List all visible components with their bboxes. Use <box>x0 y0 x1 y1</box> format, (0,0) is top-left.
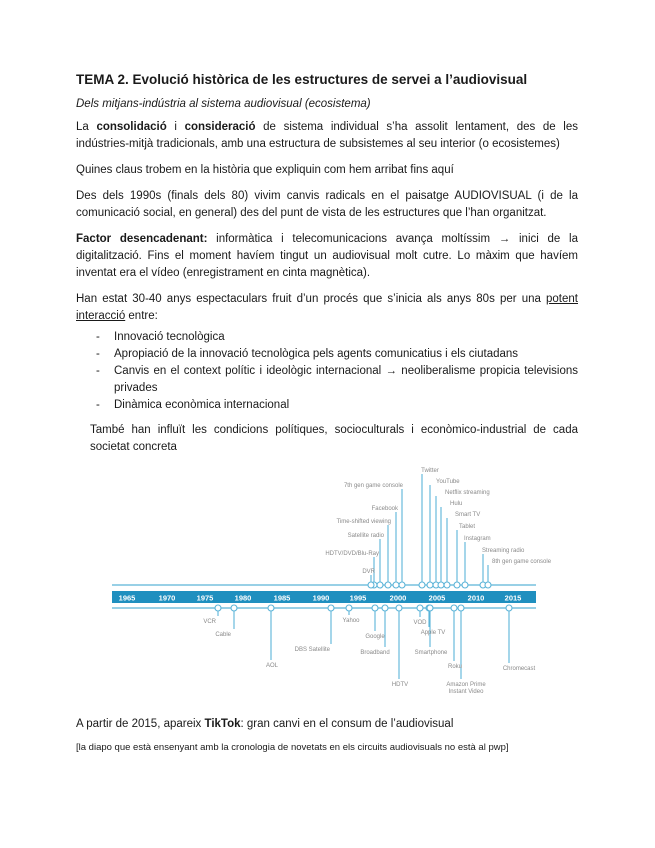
event-marker <box>346 605 352 611</box>
year-tick-label: 2015 <box>504 593 522 603</box>
event-label: Twitter <box>421 468 439 474</box>
paragraph-consolidation: La consolidació i consideració de sistema individual s’ha assolit lentament, des de les indústries-mitjà tradicionals, amb una estructura de subsistemes al seu interior (o ecosistemes) <box>76 121 578 150</box>
event-label: VOD <box>413 620 427 626</box>
footnote: [la diapo que està ensenyant amb la cronologia de novetats en els circuits audiovisuals no està al pwp] <box>76 742 509 753</box>
event-marker <box>427 582 433 588</box>
event-marker <box>385 582 391 588</box>
list-item: - Canvis en el context polític i ideològic internacional → neoliberalisme propicia televisions privades <box>96 365 578 394</box>
event-label: Satellite radio <box>347 533 384 539</box>
event-marker <box>506 605 512 611</box>
page-title: TEMA 2. Evolució històrica de les estructures de servei a l’audiovisual <box>76 72 528 87</box>
year-tick-label: 1970 <box>158 593 176 603</box>
year-tick-label: 2010 <box>467 593 485 603</box>
event-label: Streaming radio <box>482 548 525 554</box>
event-marker <box>368 582 374 588</box>
event-label: 8th gen game console <box>492 559 552 565</box>
event-marker <box>419 582 425 588</box>
event-marker <box>328 605 334 611</box>
event-label: Instagram <box>464 536 491 542</box>
paragraph-tiktok: A partir de 2015, apareix TikTok: gran canvi en el consum de l’audiovisual <box>76 718 454 730</box>
event-marker <box>399 582 405 588</box>
event-label: DVR <box>362 569 375 575</box>
event-marker <box>454 582 460 588</box>
list-item: - Dinàmica econòmica internacional <box>96 399 290 411</box>
paragraph-1990s: Des dels 1990s (finals dels 80) vivim canvis radicals en el paisatge AUDIOVISUAL (i de la comunicació social, en general) des del punt de vista de les estructures que l’han organitzat. <box>76 190 578 219</box>
event-marker <box>396 605 402 611</box>
event-marker <box>215 605 221 611</box>
year-tick-label: 1980 <box>234 593 252 603</box>
page-subtitle: Dels mitjans-indústria al sistema audiovisual (ecosistema) <box>76 98 371 110</box>
event-label: Time-shifted viewing <box>336 519 391 525</box>
event-marker <box>382 605 388 611</box>
event-label: Netflix streaming <box>445 490 490 496</box>
event-label: HDTV/DVD/Blu-Ray <box>325 551 379 557</box>
event-label: HDTV <box>391 682 409 688</box>
event-marker <box>458 605 464 611</box>
event-label: Apple TV <box>420 630 446 636</box>
event-label: Tablet <box>459 524 476 530</box>
event-label: Smartphone <box>414 650 448 656</box>
year-tick-label: 1990 <box>312 593 330 603</box>
year-tick-label: 1995 <box>349 593 367 603</box>
event-marker <box>444 582 450 588</box>
year-tick-label: 2000 <box>389 593 407 603</box>
event-label: Hulu <box>450 501 463 507</box>
event-marker <box>427 605 433 611</box>
event-label: Facebook <box>371 506 398 512</box>
event-marker <box>438 582 444 588</box>
paragraph-conditions: També han influït les condicions polítiques, socioculturals i econòmico-industrial de cada societat concreta <box>90 424 578 453</box>
event-label: Cable <box>215 632 231 638</box>
event-label: Instant Video <box>448 689 484 695</box>
event-label: Google <box>365 634 385 640</box>
paragraph-factor: Factor desencadenant: informàtica i telecomunicacions avança moltíssim → inici de la digitalització. Fins el moment havíem tingut un audiovisual molt cutre. Lo màxim que havíem inventat era el vídeo (enregistrament en cinta magnètica). <box>76 233 578 279</box>
event-marker <box>462 582 468 588</box>
event-label: Amazon Prime <box>446 682 486 688</box>
list-item: - Apropiació de la innovació tecnològica pels agents comunicatius i els ciutadans <box>96 348 519 360</box>
event-label: Broadband <box>360 650 390 656</box>
year-tick-label: 1965 <box>118 593 136 603</box>
year-tick-label: 1975 <box>196 593 214 603</box>
event-label: VCR <box>203 619 216 625</box>
event-marker <box>268 605 274 611</box>
list-item: - Innovació tecnològica <box>96 331 225 343</box>
event-label: AOL <box>265 663 279 669</box>
year-tick-label: 2005 <box>428 593 446 603</box>
event-label: Roku <box>447 664 463 670</box>
event-marker <box>372 605 378 611</box>
event-label: YouTube <box>436 479 460 485</box>
event-marker <box>485 582 491 588</box>
event-marker <box>451 605 457 611</box>
event-label: Smart TV <box>455 512 481 518</box>
event-label: Yahoo <box>342 618 360 624</box>
event-label: DBS Satellite <box>294 647 330 653</box>
year-tick-label: 1985 <box>273 593 291 603</box>
event-label: 7th gen game console <box>343 483 403 489</box>
event-marker <box>377 582 383 588</box>
paragraph-interaction: Han estat 30-40 anys espectaculars fruit d’un procés que s’inicia als anys 80s per una potent interacció entre: <box>76 293 578 322</box>
event-marker <box>231 605 237 611</box>
event-marker <box>393 582 399 588</box>
event-marker <box>417 605 423 611</box>
paragraph-question: Quines claus trobem en la història que expliquin com hem arribat fins aquí <box>76 164 454 176</box>
event-label: Chromecast <box>502 666 536 672</box>
